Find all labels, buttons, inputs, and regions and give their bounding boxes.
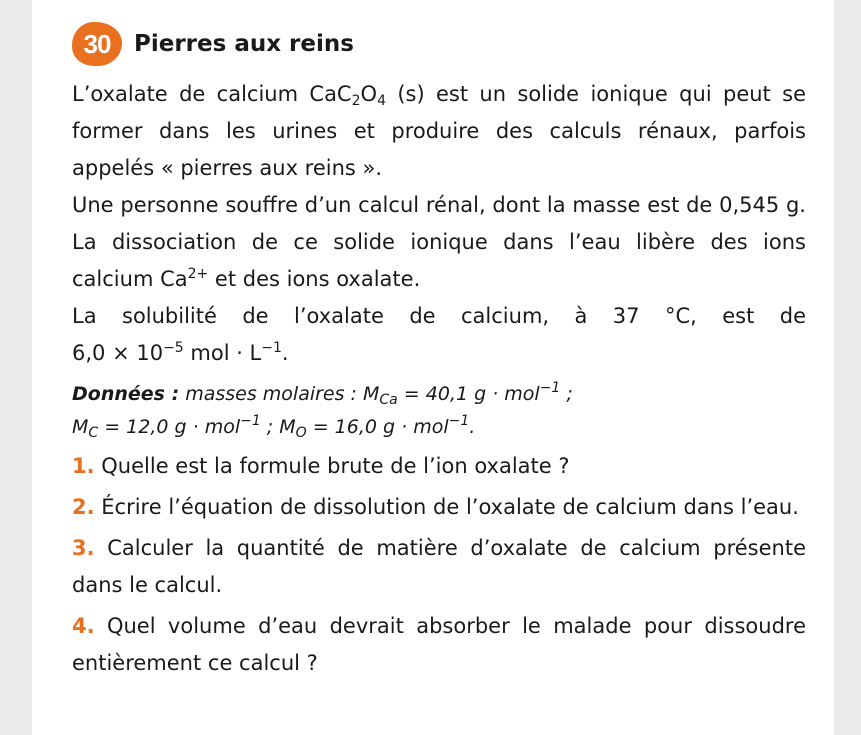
data-label: Données : — [72, 383, 180, 405]
data-text: . — [469, 416, 476, 438]
data-text: = 12,0 g · mol — [98, 416, 241, 438]
intro-text: mol · L — [183, 341, 262, 365]
question-2 — [72, 489, 806, 526]
data-text: masses molaires : M — [179, 383, 380, 405]
question-1 — [72, 448, 806, 485]
data-text: = 16,0 g · mol — [306, 416, 449, 438]
question-text: Écrire l’équation de dissolution de l’oxalate de calcium dans l’eau. — [94, 495, 799, 519]
data-text: ; — [560, 383, 573, 405]
subscript: C — [88, 425, 99, 441]
intro-paragraph-3-cont — [72, 335, 806, 372]
data-text: = 40,1 g · mol — [397, 383, 540, 405]
page — [32, 0, 834, 735]
data-block — [72, 378, 806, 444]
intro-text: . — [281, 341, 289, 365]
intro-text: 6,0 × 10 — [72, 341, 164, 365]
superscript: −5 — [163, 340, 184, 356]
subscript: Ca — [379, 392, 398, 408]
intro-text: L’oxalate de calcium CaC — [72, 82, 352, 106]
question-text: Quelle est la formule brute de l’ion oxalate ? — [94, 454, 570, 478]
question-number: 2. — [72, 495, 95, 519]
intro-text: et des ions oxalate. — [208, 267, 421, 291]
intro-paragraph-2 — [72, 187, 806, 298]
question-number: 4. — [72, 614, 95, 638]
exercise-number-badge: 30 — [72, 22, 122, 66]
data-text: M — [72, 416, 89, 438]
superscript: 2+ — [187, 266, 209, 282]
question-number: 3. — [72, 536, 95, 560]
superscript: −1 — [539, 380, 561, 396]
exercise-header — [72, 18, 806, 70]
data-text: ; M — [260, 416, 296, 438]
intro-text: O — [360, 82, 378, 106]
intro-text: (s) est un solide ionique qui peut se former dans les urines et produire des calculs rénaux, parfois appelés « pierres aux reins ». — [72, 82, 806, 180]
data-line-1 — [72, 378, 806, 411]
question-text: Calculer la quantité de matière d’oxalate de calcium présente dans le calcul. — [72, 536, 806, 597]
question-text: Quel volume d’eau devrait absorber le malade pour dissoudre entièrement ce calcul ? — [72, 614, 806, 675]
exercise-title: Pierres aux reins — [134, 31, 354, 57]
superscript: −1 — [240, 413, 261, 429]
intro-text: Une personne souffre d’un calcul rénal, dont la masse est de 0,545 g. La dissociation de ce solide ionique dans l’eau libère des ions calcium Ca — [72, 193, 806, 291]
intro-paragraph-3: La solubilité de l’oxalate de calcium, à 37 °C, est de — [72, 304, 806, 328]
subscript: O — [295, 425, 307, 441]
subscript: 2 — [351, 93, 361, 109]
data-line-2 — [72, 411, 806, 444]
subscript: 4 — [377, 93, 386, 109]
question-4 — [72, 608, 806, 682]
question-number: 1. — [72, 454, 95, 478]
intro-paragraph-1 — [72, 76, 806, 187]
question-3 — [72, 530, 806, 604]
exercise-content — [72, 18, 806, 682]
superscript: −1 — [448, 413, 470, 429]
superscript: −1 — [261, 340, 282, 356]
